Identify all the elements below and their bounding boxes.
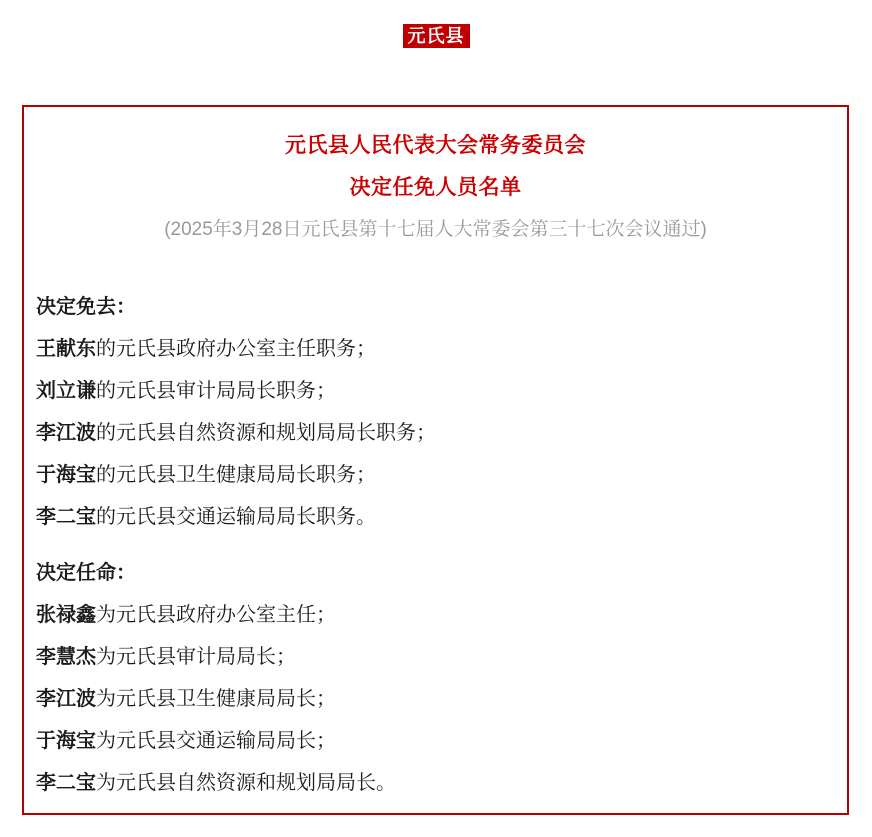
removal-item — [36, 377, 835, 405]
person-name: 李江波 — [36, 422, 96, 444]
person-name: 李江波 — [36, 688, 96, 710]
section-removals — [36, 293, 835, 531]
removal-item — [36, 335, 835, 363]
appointment-item — [36, 727, 835, 755]
removal-item — [36, 503, 835, 531]
person-name: 刘立谦 — [36, 380, 96, 402]
removal-text: 的元氏县审计局局长职务； — [96, 380, 336, 402]
removal-text: 的元氏县卫生健康局局长职务； — [96, 464, 376, 486]
person-name: 王献东 — [36, 338, 96, 360]
appointment-text: 为元氏县自然资源和规划局局长。 — [96, 772, 396, 794]
appointment-item — [36, 643, 835, 671]
appointment-text: 为元氏县交通运输局局长； — [96, 730, 336, 752]
removal-item — [36, 461, 835, 489]
badge-row — [0, 0, 872, 48]
section-appointments-heading: 决定任命： — [36, 562, 136, 584]
appointment-text: 为元氏县卫生健康局局长； — [96, 688, 336, 710]
appointment-item — [36, 601, 835, 629]
county-badge: 元氏县 — [403, 24, 470, 48]
removal-text: 的元氏县交通运输局局长职务。 — [96, 506, 376, 528]
removal-text: 的元氏县政府办公室主任职务； — [96, 338, 376, 360]
person-name: 李慧杰 — [36, 646, 96, 668]
person-name: 于海宝 — [36, 730, 96, 752]
person-name: 于海宝 — [36, 464, 96, 486]
section-appointments — [36, 559, 835, 797]
person-name: 张禄鑫 — [36, 604, 96, 626]
document-title-line1: 元氏县人民代表大会常务委员会 — [285, 134, 586, 157]
appointment-text: 为元氏县政府办公室主任； — [96, 604, 336, 626]
appointment-item — [36, 769, 835, 797]
document-title-line2: 决定任免人员名单 — [349, 176, 522, 199]
person-name: 李二宝 — [36, 772, 96, 794]
appointment-item — [36, 685, 835, 713]
appointment-text: 为元氏县审计局局长； — [96, 646, 296, 668]
removal-text: 的元氏县自然资源和规划局局长职务； — [96, 422, 436, 444]
person-name: 李二宝 — [36, 506, 96, 528]
document-card — [22, 105, 849, 815]
section-removals-heading: 决定免去： — [36, 296, 136, 318]
removal-item — [36, 419, 835, 447]
meeting-note: (2025年3月28日元氏县第十七届人大常委会第三十七次会议通过) — [164, 219, 707, 240]
